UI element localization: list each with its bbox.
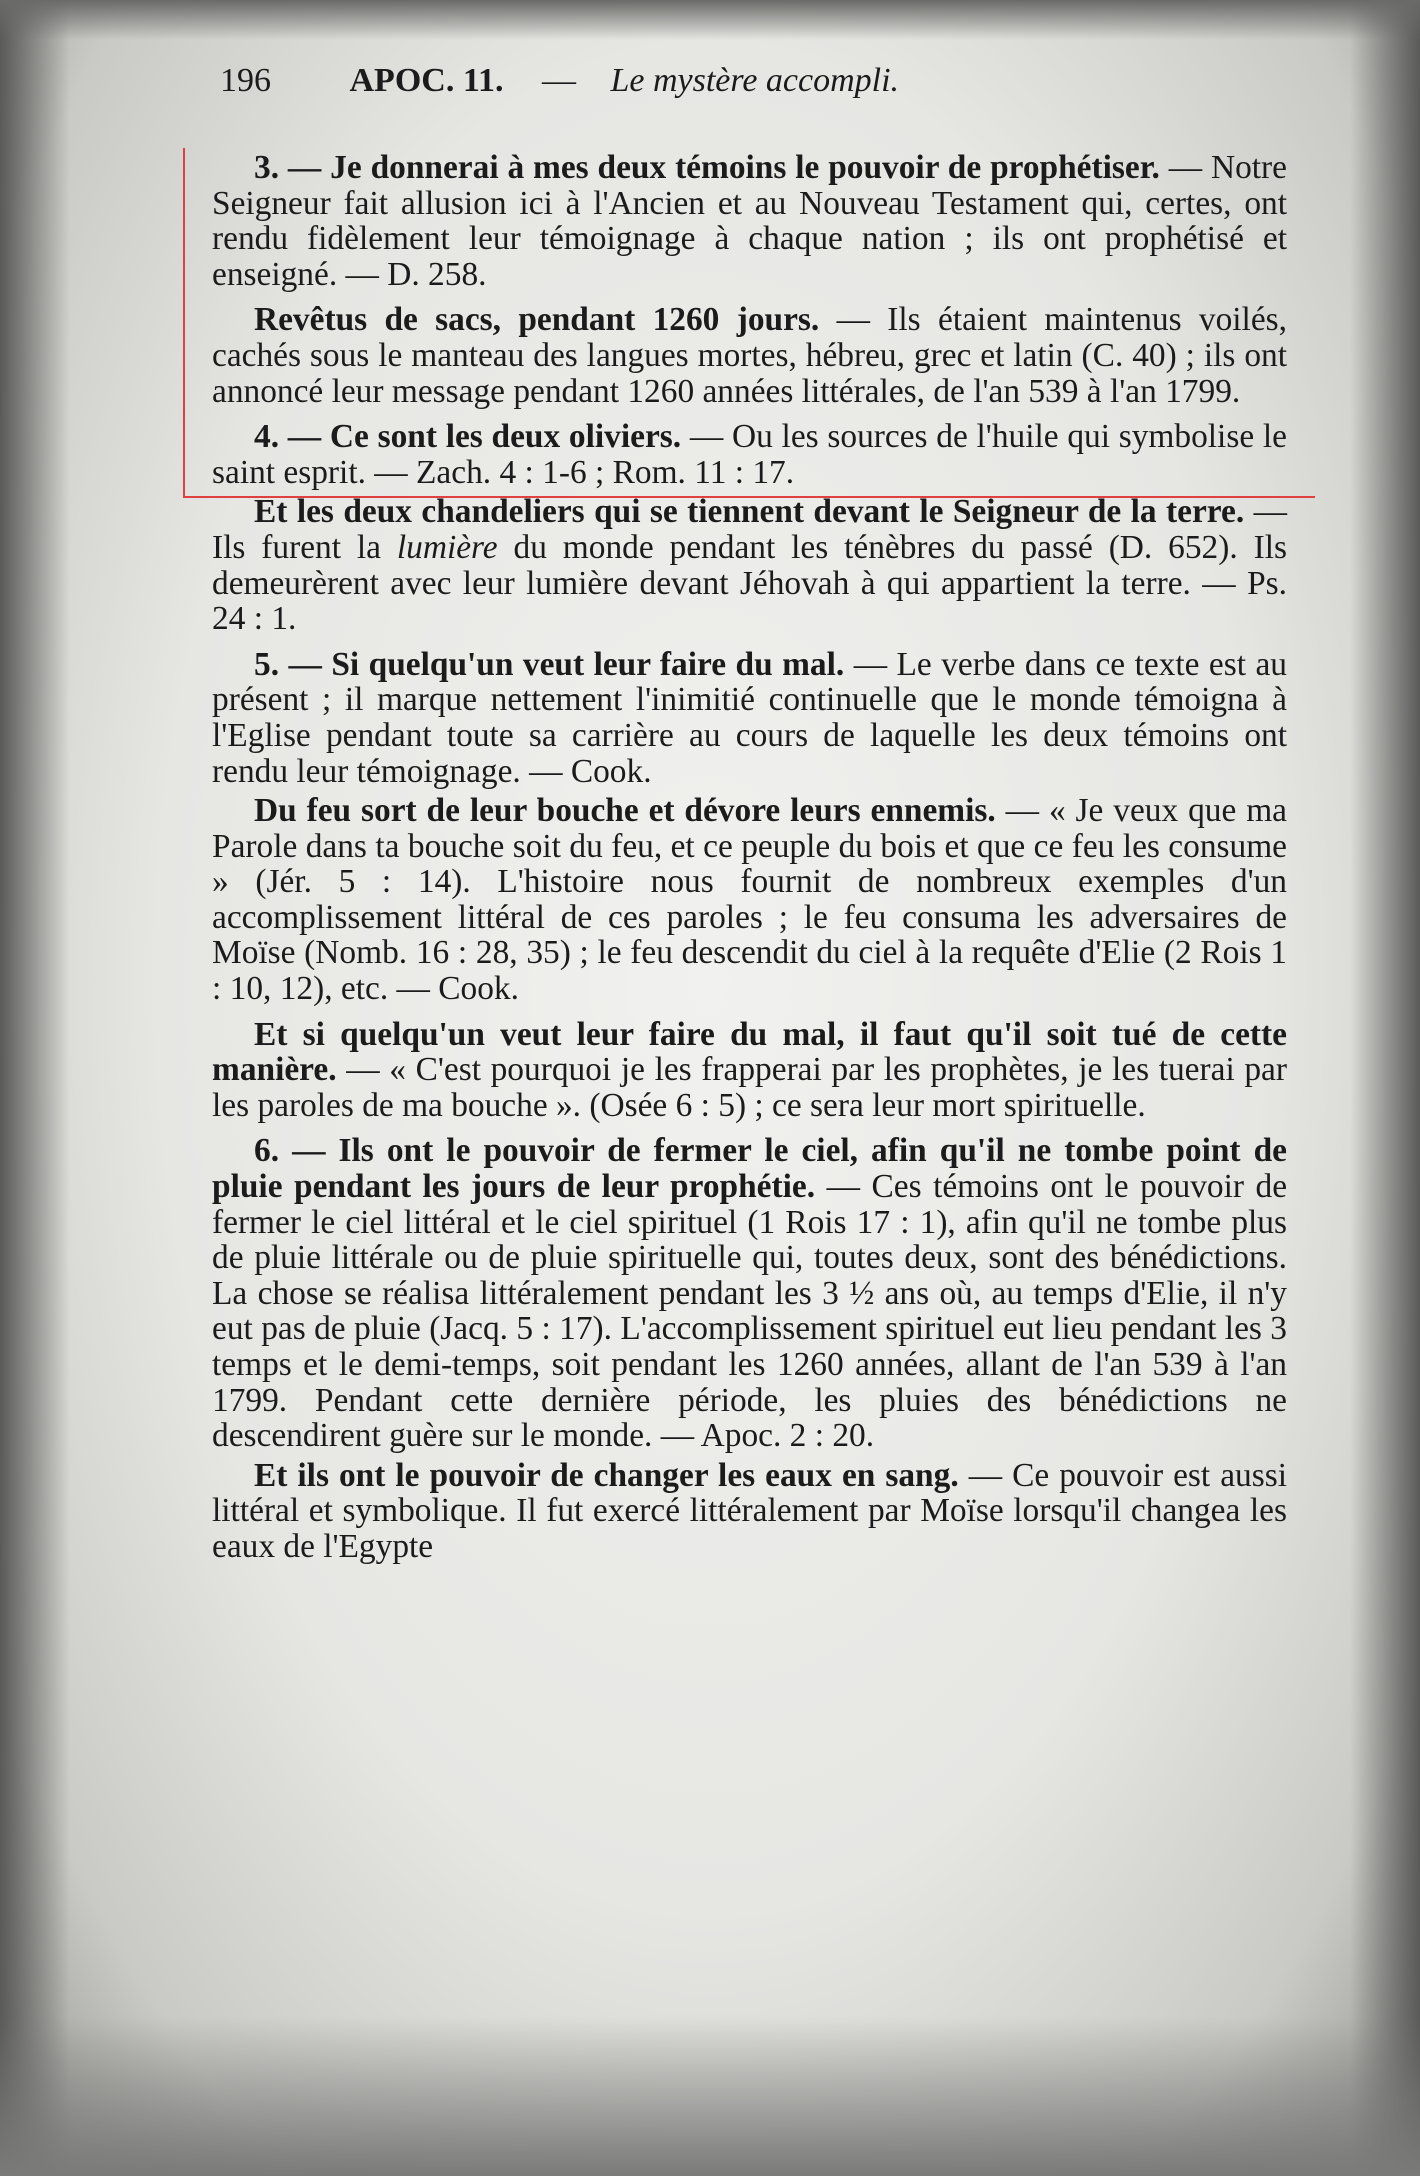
verse-lead: 5. — Si quelqu'un veut leur faire du mal. bbox=[254, 645, 845, 683]
commentary-text: — Ils étaient maintenus voilés, cachés sous le manteau des langues mortes, hébreu, grec et latin (C. 40) ; ils ont annoncé leur message pendant 1260 années littérales, de l'an 539 à l'an 1799. bbox=[212, 301, 1287, 410]
verse-lead: Et ils ont le pouvoir de changer les eaux en sang. bbox=[254, 1456, 959, 1494]
verse-lead: 6. — Ils ont le pouvoir de fermer le ciel, afin qu'il ne tombe point de pluie pendant les jours de leur prophétie. bbox=[212, 1132, 1287, 1206]
paragraph-verse-4 bbox=[212, 419, 1287, 490]
running-title: Le mystère accompli. bbox=[610, 62, 900, 99]
verse-lead: Et si quelqu'un veut leur faire du mal, il faut qu'il soit tué de cette manière. bbox=[212, 1015, 1287, 1089]
book-reference: APOC. 11. bbox=[349, 62, 504, 99]
scan-shadow-left bbox=[0, 0, 70, 2176]
verse-lead: 3. — Je donnerai à mes deux témoins le pouvoir de prophétiser. bbox=[254, 149, 1160, 186]
commentary-text: — Ou les sources de l'huile qui symbolise le saint esprit. — Zach. 4 : 1-6 ; Rom. 11 : 17. bbox=[212, 418, 1287, 491]
document-body bbox=[212, 150, 1287, 1575]
paragraph-verse-5 bbox=[212, 647, 1287, 789]
paragraph-verse-6-waters bbox=[212, 1458, 1287, 1565]
scan-shadow-bottom bbox=[0, 2016, 1420, 2176]
commentary-text: — Ce pouvoir est aussi littéral et symbolique. Il fut exercé littéralement par Moïse lorsqu'il changea les eaux de l'Egypte bbox=[212, 1456, 1288, 1565]
page-number: 196 bbox=[220, 62, 271, 99]
paragraph-verse-5-fire bbox=[212, 793, 1287, 1007]
italic-word: lumière bbox=[396, 528, 498, 566]
verse-lead: 4. — Ce sont les deux oliviers. bbox=[254, 418, 682, 456]
scan-shadow-right bbox=[1350, 0, 1420, 2176]
verse-lead: Et les deux chandeliers qui se tiennent devant le Seigneur de la terre. bbox=[254, 493, 1245, 531]
commentary-text: — Le verbe dans ce texte est au présent ; il marque nettement l'inimitié continuelle que le monde témoigna à l'Eglise pendant toute sa carrière au cours de laquelle les deux témoins ont rendu leur témoignage. — Cook. bbox=[212, 645, 1287, 790]
commentary-text: — « C'est pourquoi je les frapperai par les prophètes, je les tuerai par les paroles de ma bouche ». (Osée 6 : 5) ; ce sera leur mort spirituelle. bbox=[212, 1051, 1287, 1124]
paragraph-verse-6 bbox=[212, 1133, 1287, 1453]
verse-lead: Revêtus de sacs, pendant 1260 jours. bbox=[254, 301, 820, 339]
paragraph-verse-3 bbox=[212, 150, 1287, 292]
commentary-text: du monde pendant les ténèbres du passé (D. 652). Ils demeurèrent avec leur lumière devant Jéhovah à qui appartient la terre. — Ps. 24 : 1. bbox=[212, 528, 1287, 638]
paragraph-verse-4-candlesticks bbox=[212, 494, 1287, 636]
running-header bbox=[220, 62, 1220, 100]
commentary-text: — Ces témoins ont le pouvoir de fermer le ciel littéral et le ciel spirituel (1 Rois 17 : 1), afin qu'il ne tombe plus de pluie littérale ou de pluie spirituelle qui, toutes deux, sont des bénédictions. La chose se réalisa littéralement pendant les 3 ½ ans où, au temps d'Elie, il n'y eut pas de pluie (Jacq. 5 : 17). L'accomplissement spirituel eut lieu pendant les 3 temps et le demi-temps, soit pendant les 1260 années, allant de l'an 539 à l'an 1799. Pendant cette dernière période, les pluies des bénédictions ne descendirent guère sur le monde. — Apoc. 2 : 20. bbox=[212, 1168, 1288, 1455]
commentary-text: — « Je veux que ma Parole dans ta bouche soit du feu, et ce peuple du bois et que ce feu les consume » (Jér. 5 : 14). L'histoire nous fournit de nombreux exemples d'un accomplissement littéral de ces paroles ; le feu consuma les adversaires de Moïse (Nomb. 16 : 28, 35) ; le feu descendit du ciel à la requête d'Elie (2 Rois 1 : 10, 12), etc. — Cook. bbox=[212, 792, 1287, 1008]
commentary-text: — Notre Seigneur fait allusion ici à l'Ancien et au Nouveau Testament qui, certes, ont rendu fidèlement leur témoignage à chaque nation ; ils ont prophétisé et enseigné. — D. 258. bbox=[212, 149, 1287, 293]
paragraph-verse-3-sackcloth bbox=[212, 302, 1287, 409]
header-dash: — bbox=[541, 62, 576, 99]
paragraph-verse-5-killed bbox=[212, 1017, 1287, 1124]
scan-shadow-top bbox=[0, 0, 1420, 40]
commentary-text: — Ils furent la bbox=[212, 493, 1287, 566]
verse-lead: Du feu sort de leur bouche et dévore leurs ennemis. bbox=[254, 792, 996, 830]
